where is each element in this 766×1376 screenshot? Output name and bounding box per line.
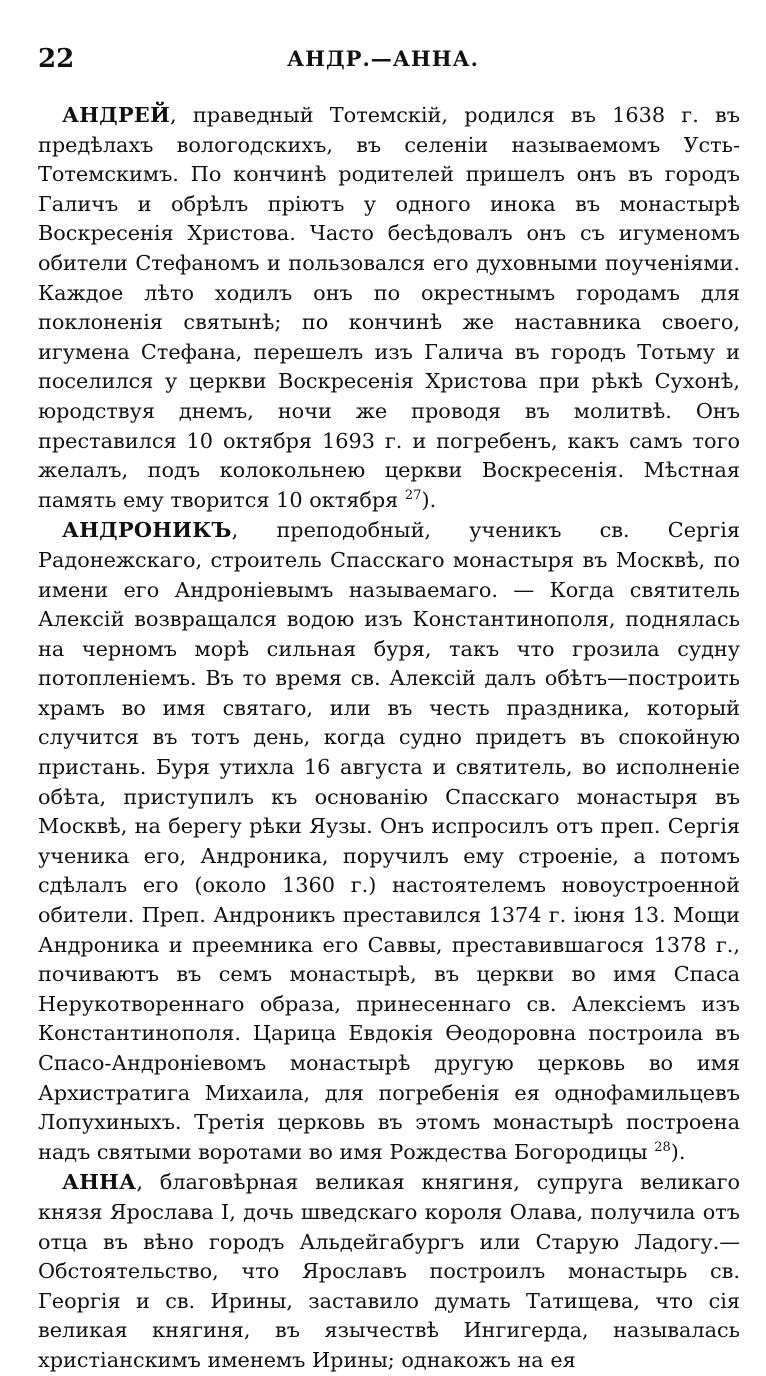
entry-end: ).: [670, 1139, 686, 1164]
entry-andrei: [38, 100, 740, 515]
page-header: [38, 44, 728, 84]
footnote-ref: 27: [404, 487, 422, 503]
entry-headword: АНДРЕЙ: [62, 102, 171, 127]
entry-andronik: [38, 515, 740, 1167]
entry-headword: АННА: [62, 1169, 137, 1195]
entry-text: , благовѣрная великая княгиня, супруга великаго князя Ярослава I, дочь шведскаго короля Олава, получила отъ отца въ вѣно городъ Альдейгабургъ или Старую Ладогу.—Обстоятельство, что Ярославъ построилъ монастырь св. Георгія и св. Ирины, заставило думать Татищева, что сія великая княгиня, въ язычествѣ Ингигерда, называлась христіанскимъ именемъ Ирины; однакожъ на ея: [38, 1170, 740, 1372]
entry-text: , праведный Тотемскій, родился въ 1638 г. въ предѣлахъ вологодскихъ, въ селеніи называемомъ Усть-Тотемскимъ. По кончинѣ родителей пришелъ онъ въ городъ Галичъ и обрѣлъ пріютъ у одного инока въ монастырѣ Воскресенія Христова. Часто бесѣдовалъ онъ съ игуменомъ обители Стефаномъ и пользовался его духовными поученіями. Каждое лѣто ходилъ онъ по окрестнымъ городамъ для поклоненія святынѣ; по кончинѣ же наставника своего, игумена Стефана, перешелъ изъ Галича въ городъ Тотьму и поселился у церкви Воскресенія Христова при рѣкѣ Сухонѣ, юродствуя днемъ, ночи же проводя въ молитвѣ. Онъ преставился 10 октября 1693 г. и погребенъ, какъ самъ того желалъ, подъ колокольнею церкви Воскресенія. Мѣстная память ему творится 10 октября: [38, 103, 740, 512]
entry-end: ).: [421, 487, 437, 512]
entry-headword: АНДРОНИКЪ: [62, 517, 232, 543]
entry-anna: [38, 1167, 740, 1375]
footnote-ref: 28: [654, 1139, 671, 1155]
page-number: 22: [38, 44, 75, 74]
running-head: АНДР.—АННА.: [287, 46, 479, 71]
dictionary-text: [38, 100, 740, 1376]
entry-text: , преподобный, ученикъ св. Сергія Радонежскаго, строитель Спасскаго монастыря въ Москвѣ, по имени его Андроніевымъ называемаго. — Когда святитель Алексій возвращался водою изъ Константинополя, поднялась на черномъ морѣ сильная буря, такъ что грозила судну потопленіемъ. Въ то время св. Алексій далъ обѣтъ—построить храмъ во имя святаго, или въ честь праздника, который случится въ тотъ день, когда судно придетъ въ спокойную пристань. Буря утихла 16 августа и святитель, во исполненіе обѣта, приступилъ къ основанію Спасскаго монастыря въ Москвѣ, на берегу рѣки Яузы. Онъ испросилъ отъ преп. Сергія ученика его, Андроника, поручилъ ему строеніе, а потомъ сдѣлалъ его (около 1360 г.) настоятелемъ новоустроенной обители. Преп. Андроникъ преставился 1374 г. іюня 13. Мощи Андроника и преемника его Саввы, преставившагося 1378 г., почиваютъ въ семъ монастырѣ, въ церкви во имя Спаса Нерукотвореннаго образа, принесеннаго св. Алексіемъ изъ Константинополя. Царица Евдокія Ѳеодоровна построила въ Спасо-Андроніевомъ монастырѣ другую церковь во имя Архистратига Михаила, для погребенія ея однофамильцевъ Лопухиныхъ. Третія церковь въ этомъ монастырѣ построена надъ святыми воротами во имя Рождества Богородицы: [38, 518, 740, 1164]
